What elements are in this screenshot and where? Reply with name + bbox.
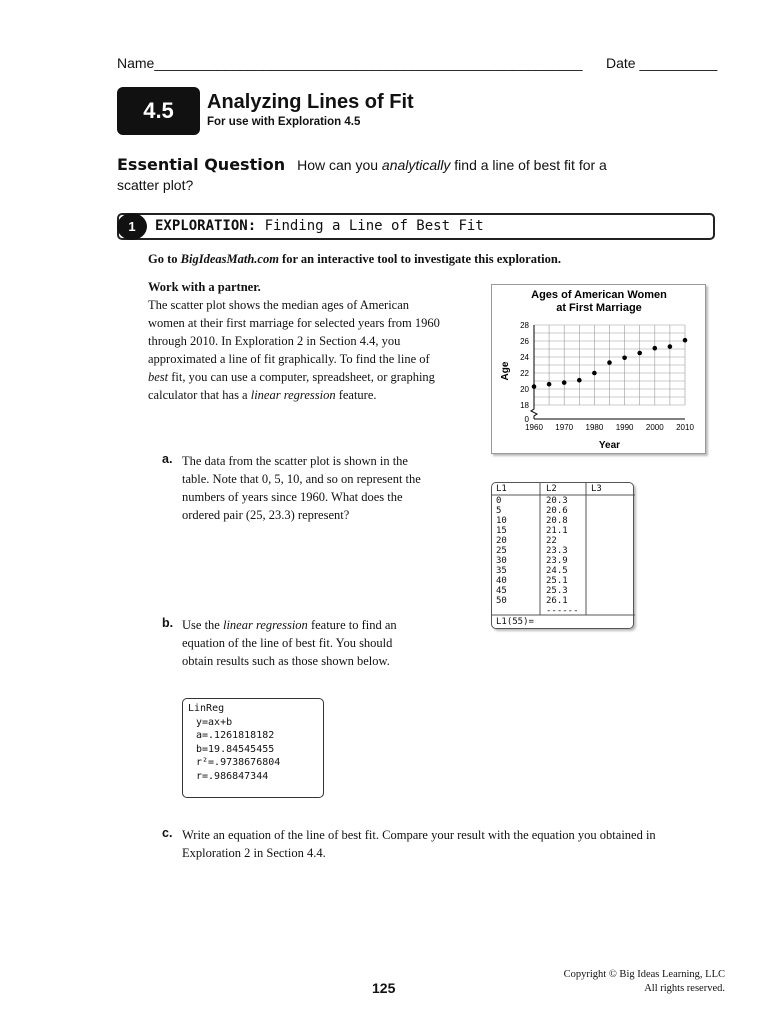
copyright-line-1: Copyright © Big Ideas Learning, LLC [563,969,725,980]
table-cell-l2: 20.3 [546,496,568,506]
lesson-title: Analyzing Lines of Fit [207,91,414,113]
table-cell-l2: 23.3 [546,546,568,556]
y-tick-label: 26 [520,337,529,346]
linreg-line-4: r²=.9738676804 [196,757,281,768]
name-field[interactable] [117,55,583,71]
essential-question-label: Essential Question [117,155,286,174]
table-cell-l2: 20.8 [546,516,568,526]
table-cell-l2: 25.3 [546,586,568,596]
l1-values [496,496,507,606]
table-col-l2 [546,483,579,616]
exploration-title [155,218,484,234]
x-axis-label: Year [598,440,621,451]
table-cell-l1: 15 [496,526,507,536]
question-b-text [182,616,422,670]
intro-text-3: feature. [335,388,377,402]
date-field[interactable] [606,55,717,71]
essential-question [117,155,637,195]
table-cell-l1: 35 [496,566,507,576]
date-line[interactable]: __________ [639,55,718,71]
calculator-list-table [491,482,634,629]
table-header-l1: L1 [496,484,507,494]
linreg-line-5: r=.986847344 [196,770,269,782]
x-tick-label: 1990 [615,423,634,432]
question-a-label: a. [162,452,173,466]
y-tick-label: 18 [520,401,529,410]
date-label: Date [606,55,636,71]
essential-question-text-end: find a line of best fit for a scatter plot? [117,157,607,193]
data-point [547,382,552,387]
axis-break [531,405,537,419]
question-b-text-2: feature to find an equation of the line of best fit. You should obtain results such as those shown below. [182,618,397,668]
question-c-label: c. [162,826,173,840]
x-tick-label: 1980 [585,423,604,432]
x-tick-label: 1960 [525,423,543,432]
table-cell-l1: 40 [496,576,507,586]
question-b-text-1: Use the [182,618,223,632]
copyright-notice [520,968,725,996]
lesson-subtitle: For use with Exploration 4.5 [207,116,361,128]
l2-values [546,496,579,616]
linreg-line-2: a=.1261818182 [196,730,275,741]
x-tick-label: 2010 [676,423,694,432]
table-cell-l2: 21.1 [546,526,568,536]
question-c-text: Write an equation of the line of best fit. Compare your result with the equation you obtained in Exploration 2 in Section 4.4. [182,828,656,860]
x-tick-label: 1970 [555,423,574,432]
goto-suffix: for an interactive tool to investigate this exploration. [278,252,561,266]
intro-text-1: The scatter plot shows the median ages of American women at their first marriage for selected years from 1960 through 2010. In Exploration 2 in Section 4.4, you approximated a line of fit graphically. To find the line of [148,298,440,366]
scatter-plot-chart [491,284,706,454]
intro-text-2: fit, you can use a computer, spreadsheet, or graphing calculator that has a [148,370,435,402]
copyright-line-2: All rights reserved. [644,983,725,994]
y-tick-label: 28 [520,321,529,330]
lesson-number-badge: 4.5 [117,87,200,135]
y-tick-label: 22 [520,369,529,378]
y-tick-label: 24 [520,353,529,362]
table-header-l3: L3 [591,484,602,494]
data-point [668,344,673,349]
table-cell-l1: 0 [496,496,502,506]
table-cell-l1: 20 [496,536,507,546]
exploration-number: 1 [117,213,147,240]
data-point [622,356,627,361]
table-col-l3 [591,483,602,494]
table-cell-l2: 23.9 [546,556,568,566]
linreg-title: LinReg [188,703,225,714]
data-point [653,346,658,351]
essential-question-text: How can you [297,157,382,173]
linreg-calculator-screen [182,698,324,798]
essential-question-emphasis: analytically [381,157,451,173]
y-tick-label: 0 [524,415,529,424]
table-cell-l2: 20.6 [546,506,568,516]
table-cell-l2: 22 [546,536,557,546]
data-point [592,371,597,376]
table-cell-l1: 5 [496,506,502,516]
table-cell-l1: 45 [496,586,507,596]
page-number: 125 [372,980,396,996]
linreg-line-3: b=19.84545455 [196,743,275,755]
name-label: Name [117,55,155,71]
linreg-line-1: y=ax+b [196,716,233,728]
chart-title-line-2: at First Marriage [556,302,642,314]
table-cell-l1: 50 [496,596,507,606]
table-header-l2: L2 [546,484,557,494]
exploration-label: EXPLORATION: [155,218,257,234]
chart-title-line-1: Ages of American Women [531,289,667,301]
question-b-linreg: linear regression [222,618,308,632]
table-col-l1 [496,483,507,606]
data-point [683,338,688,343]
exploration-name: Finding a Line of Best Fit [264,218,484,234]
question-a-text: The data from the scatter plot is shown in the table. Note that 0, 5, 10, and so on represent the numbers of years since 1960. What does the ordered pair (25, 23.3) represent? [182,454,421,522]
data-point [577,378,582,383]
intro-paragraph [148,278,448,404]
partner-instruction: Work with a partner. [148,280,261,294]
table-cell-l1: 30 [496,556,507,566]
scatter-plot-svg [492,285,707,455]
data-point [532,384,537,389]
goto-prefix: Go to [148,252,181,266]
y-tick-label: 20 [520,385,529,394]
table-cell-l2: 26.1 [546,596,568,606]
table-cell-l2: ------ [546,606,579,616]
y-axis-label: Age [500,361,511,381]
table-cell-l1: 10 [496,516,507,526]
table-cell-l2: 25.1 [546,576,568,586]
goto-link[interactable]: BigIdeasMath.com [180,252,279,266]
question-b-label: b. [162,616,174,630]
name-line[interactable]: _______________________________________________________ [154,55,583,71]
goto-instruction [148,250,561,268]
x-tick-label: 2000 [645,423,664,432]
table-cell-l1: 25 [496,546,507,556]
data-point [637,351,642,356]
intro-linreg: linear regression [250,388,336,402]
data-point [607,360,612,365]
table-footer: L1(55)= [496,617,534,627]
data-point [562,380,567,385]
intro-best: best [148,370,169,384]
table-cell-l2: 24.5 [546,566,568,576]
